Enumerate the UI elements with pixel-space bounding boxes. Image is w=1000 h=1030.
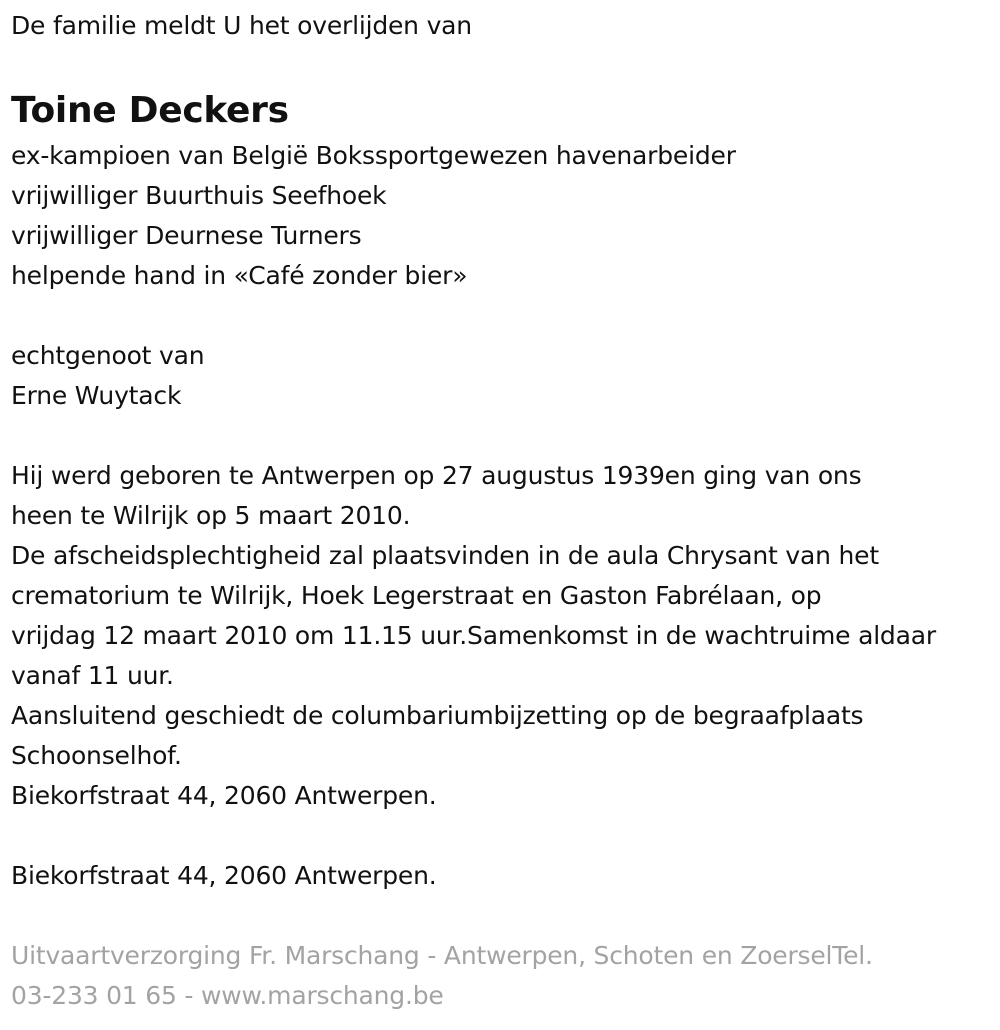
deceased-name: Toine Deckers <box>11 90 289 131</box>
spouse-label: echtgenoot van <box>11 341 205 370</box>
spacer <box>11 896 1000 936</box>
title-line: vrijwilliger Buurthuis Seefhoek <box>11 181 387 210</box>
body-line: crematorium te Wilrijk, Hoek Legerstraat en Gaston Fabrélaan, op <box>11 581 822 610</box>
body-line: Biekorfstraat 44, 2060 Antwerpen. <box>11 781 437 810</box>
body-line: Aansluitend geschiedt de columbariumbijzetting op de begraafplaats <box>11 701 864 730</box>
funeral-home-footer <box>11 936 1000 1016</box>
spouse-name: Erne Wuytack <box>11 381 182 410</box>
footer-line: Uitvaartverzorging Fr. Marschang - Antwerpen, Schoten en ZoerselTel. <box>11 941 873 970</box>
body-line: vrijdag 12 maart 2010 om 11.15 uur.Samenkomst in de wachtruime aldaar <box>11 621 936 650</box>
title-line: vrijwilliger Deurnese Turners <box>11 221 362 250</box>
spacer <box>11 816 1000 856</box>
body-text <box>11 456 1000 816</box>
address: Biekorfstraat 44, 2060 Antwerpen. <box>11 861 437 890</box>
body-line: heen te Wilrijk op 5 maart 2010. <box>11 501 411 530</box>
spouse-block <box>11 336 1000 416</box>
titles-list <box>11 136 1000 296</box>
title-line: helpende hand in «Café zonder bier» <box>11 261 468 290</box>
body-line: Hij werd geboren te Antwerpen op 27 augustus 1939en ging van ons <box>11 461 862 490</box>
footer-line: 03-233 01 65 - www.marschang.be <box>11 981 444 1010</box>
body-line: De afscheidsplechtigheid zal plaatsvinden in de aula Chrysant van het <box>11 541 879 570</box>
body-line: vanaf 11 uur. <box>11 661 174 690</box>
body-line: Schoonselhof. <box>11 741 182 770</box>
title-line: ex-kampioen van België Bokssportgewezen havenarbeider <box>11 141 736 170</box>
spacer <box>11 416 1000 456</box>
intro-text: De familie meldt U het overlijden van <box>11 11 472 40</box>
spacer <box>11 296 1000 336</box>
